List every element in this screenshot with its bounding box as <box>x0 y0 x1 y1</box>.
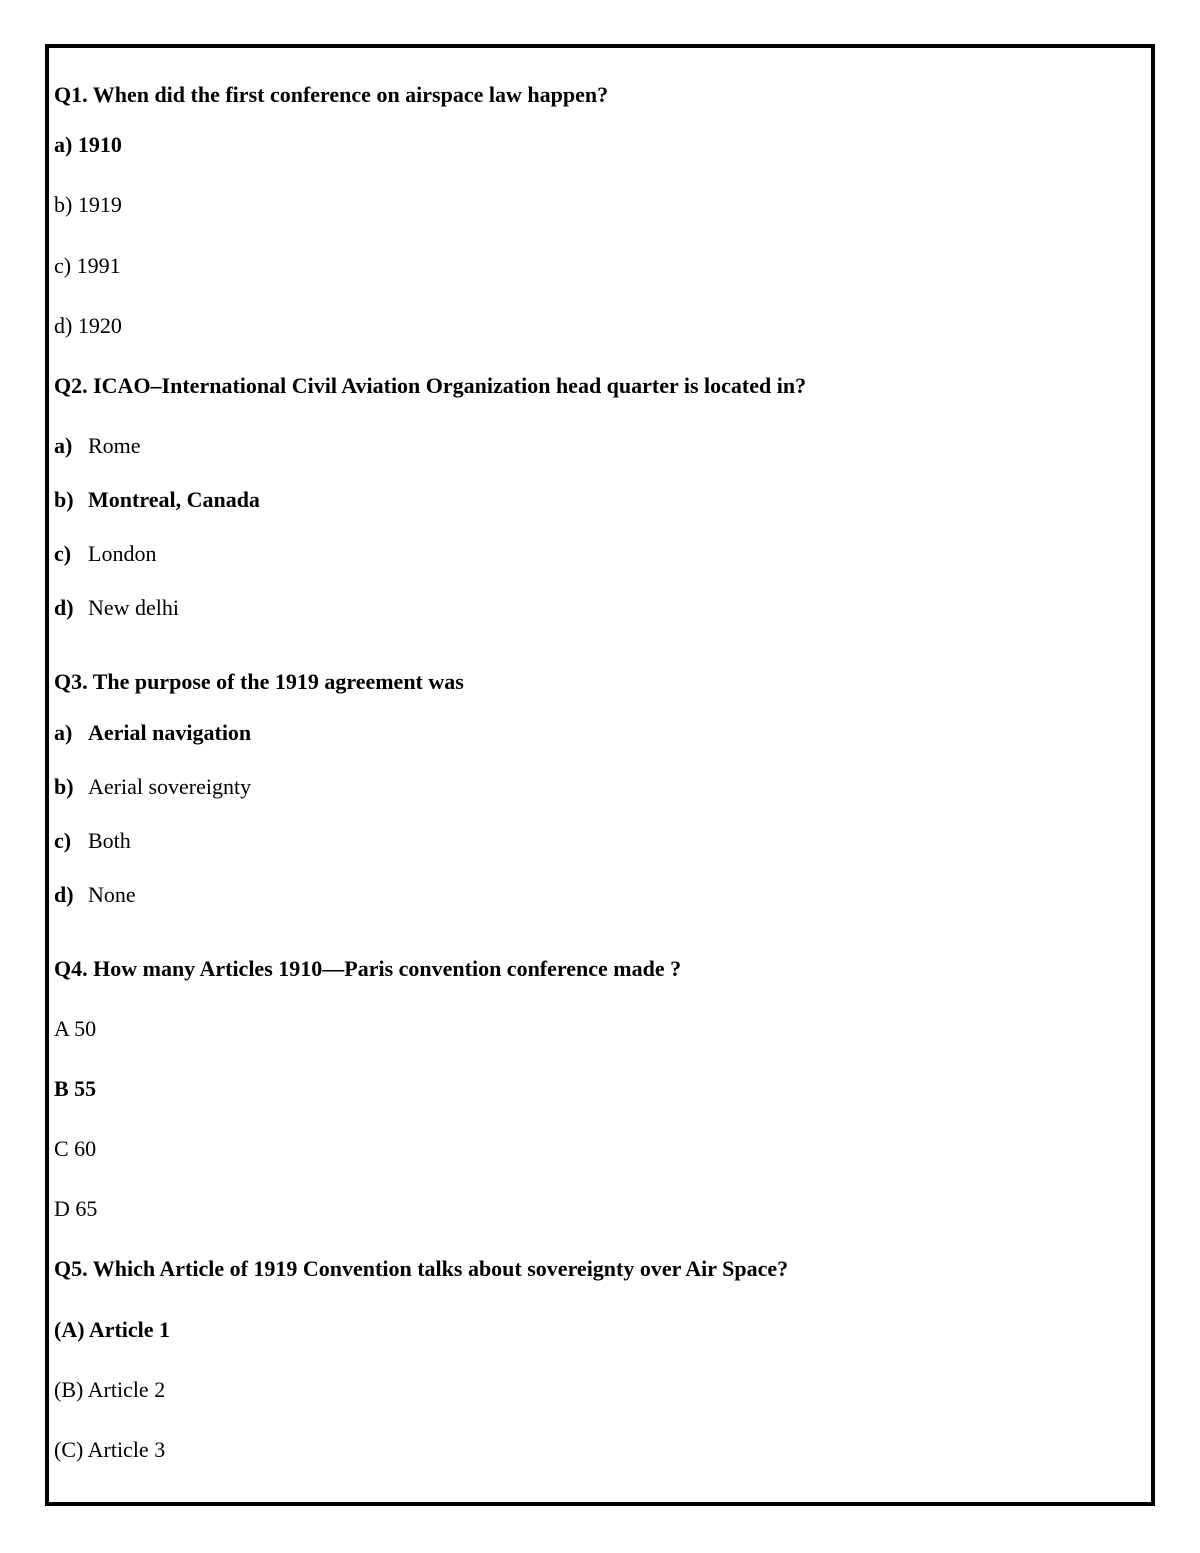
option-label: d) <box>54 595 74 620</box>
q1-option-c: c) 1991 <box>54 253 121 278</box>
option-text: Both <box>88 828 131 853</box>
option-text: Aerial navigation <box>88 720 252 745</box>
question-2: Q2. ICAO–International Civil Aviation Organization head quarter is located in? <box>54 373 807 398</box>
question-1: Q1. When did the first conference on airspace law happen? <box>54 82 609 107</box>
q3-option-b <box>54 774 251 800</box>
q2-option-a <box>54 433 141 459</box>
question-5: Q5. Which Article of 1919 Convention talks about sovereignty over Air Space? <box>54 1256 789 1281</box>
q5-option-c: (C) Article 3 <box>54 1437 166 1462</box>
option-label: d) <box>54 882 74 907</box>
q1-option-b: b) 1919 <box>54 192 122 217</box>
option-label: c) <box>54 828 72 853</box>
q5-option-a: (A) Article 1 <box>54 1317 171 1342</box>
q3-option-d <box>54 882 136 908</box>
q1-option-d: d) 1920 <box>54 313 122 338</box>
q3-option-c <box>54 828 131 854</box>
option-text: None <box>88 882 136 907</box>
q5-option-b: (B) Article 2 <box>54 1377 166 1402</box>
question-3: Q3. The purpose of the 1919 agreement was <box>54 669 464 694</box>
question-4: Q4. How many Articles 1910—Paris convention conference made ? <box>54 956 682 981</box>
q2-option-c <box>54 541 156 567</box>
q3-option-a <box>54 720 251 746</box>
option-text: Aerial sovereignty <box>88 774 252 799</box>
option-label: b) <box>54 774 74 799</box>
option-label: a) <box>54 433 73 458</box>
q4-option-a: A 50 <box>54 1016 97 1041</box>
option-text: Montreal, Canada <box>88 487 260 512</box>
option-label: b) <box>54 487 74 512</box>
option-text: Rome <box>88 433 141 458</box>
option-label: c) <box>54 541 72 566</box>
option-text: New delhi <box>88 595 180 620</box>
q1-option-a: a) 1910 <box>54 132 122 157</box>
q4-option-b: B 55 <box>54 1076 97 1101</box>
q4-option-c: C 60 <box>54 1136 97 1161</box>
option-text: London <box>88 541 157 566</box>
q2-option-d <box>54 595 179 621</box>
option-label: a) <box>54 720 73 745</box>
q4-option-d: D 65 <box>54 1196 98 1221</box>
q2-option-b <box>54 487 260 513</box>
